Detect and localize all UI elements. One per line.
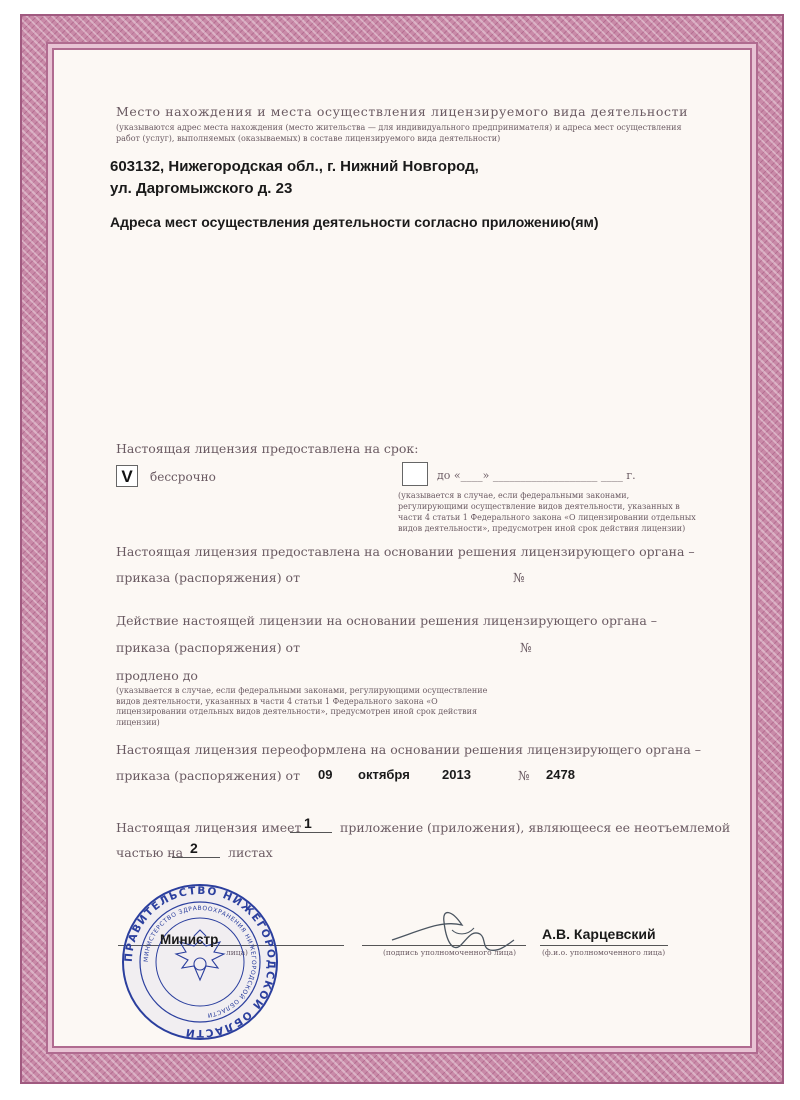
section-heading: Место нахождения и места осуществления лицензируемого вида деятельности	[116, 104, 689, 119]
fio-caption: (ф.и.о. уполномоченного лица)	[542, 948, 666, 957]
seal-inner-text: МИНИСТЕРСТВО ЗДРАВООХРАНЕНИЯ НИЖЕГОРОДСКОЙ ОБЛАСТИ	[142, 904, 258, 1019]
until-checkbox	[402, 462, 428, 486]
appendix-sheets: 2	[190, 840, 198, 856]
extension-line-2: приказа (распоряжения) от	[116, 640, 300, 655]
official-position: Министр	[160, 932, 219, 947]
until-note: (указывается в случае, если федеральными законами, регулирующими осуществление видов деятельности, указанных в части 4 статьи 1 Федерального закона «О лицензировании отдельных видов деятельности», предусмотрен иной срок действия лицензии)	[398, 491, 696, 533]
basis-number-label: №	[513, 570, 525, 585]
address-line-3: Адреса мест осуществления деятельности согласно приложению(ям)	[110, 214, 599, 230]
section-heading-note: (указываются адрес места нахождения (место жительства — для индивидуального предпринимателя) и адреса мест осуществления работ (услуг), выполняемых (оказываемых) в составе лицензируемого вида деятельности)	[116, 123, 682, 143]
appendix-count: 1	[304, 815, 312, 831]
reissue-year: 2013	[442, 767, 471, 782]
reissue-number: 2478	[546, 767, 575, 782]
reissue-day: 09	[318, 767, 333, 782]
reissue-month: октября	[358, 767, 410, 782]
term-label: Настоящая лицензия предоставлена на срок:	[116, 441, 419, 456]
indefinite-label: бессрочно	[150, 470, 216, 484]
extension-note: (указывается в случае, если федеральными законами, регулирующими осуществление видов деятельности, указанных в части 4 статьи 1 Федерального закона «О лицензировании отдельных видов деятельности», предусмотрен иной срок действия лицензии)	[116, 686, 488, 727]
appendix-count-line	[290, 832, 332, 833]
until-label: до «____» ___________________ ____ г.	[437, 469, 636, 482]
indefinite-checkbox: V	[116, 465, 138, 487]
appendix-text-c: частью на	[116, 845, 184, 860]
reissue-line-2: приказа (распоряжения) от	[116, 768, 300, 783]
seal-outer-text: ПРАВИТЕЛЬСТВО НИЖЕГОРОДСКОЙ ОБЛАСТИ	[122, 884, 278, 1040]
signature-caption: (подпись уполномоченного лица)	[383, 948, 517, 957]
reissue-number-label: №	[518, 768, 530, 783]
basis-line-2: приказа (распоряжения) от	[116, 570, 300, 585]
address-line-1: 603132, Нижегородская обл., г. Нижний Новгород,	[110, 158, 479, 175]
extension-line-1: Действие настоящей лицензии на основании решения лицензирующего органа –	[116, 613, 658, 628]
appendix-text-b: приложение (приложения), являющееся ее неотъемлемой	[340, 820, 731, 835]
address-line-2: ул. Даргомыжского д. 23	[110, 180, 293, 197]
reissue-line-1: Настоящая лицензия переоформлена на основании решения лицензирующего органа –	[116, 742, 702, 757]
extension-line-3: продлено до	[116, 668, 198, 683]
basis-line-1: Настоящая лицензия предоставлена на основании решения лицензирующего органа –	[116, 544, 695, 559]
appendix-sheets-line	[172, 857, 220, 858]
appendix-text-d: листах	[228, 845, 273, 860]
fio-line	[540, 945, 668, 946]
official-seal	[120, 882, 280, 1042]
extension-number-label: №	[520, 640, 532, 655]
official-name: А.В. Карцевский	[542, 926, 656, 942]
appendix-text-a: Настоящая лицензия имеет	[116, 820, 302, 835]
handwritten-signature	[382, 900, 522, 960]
